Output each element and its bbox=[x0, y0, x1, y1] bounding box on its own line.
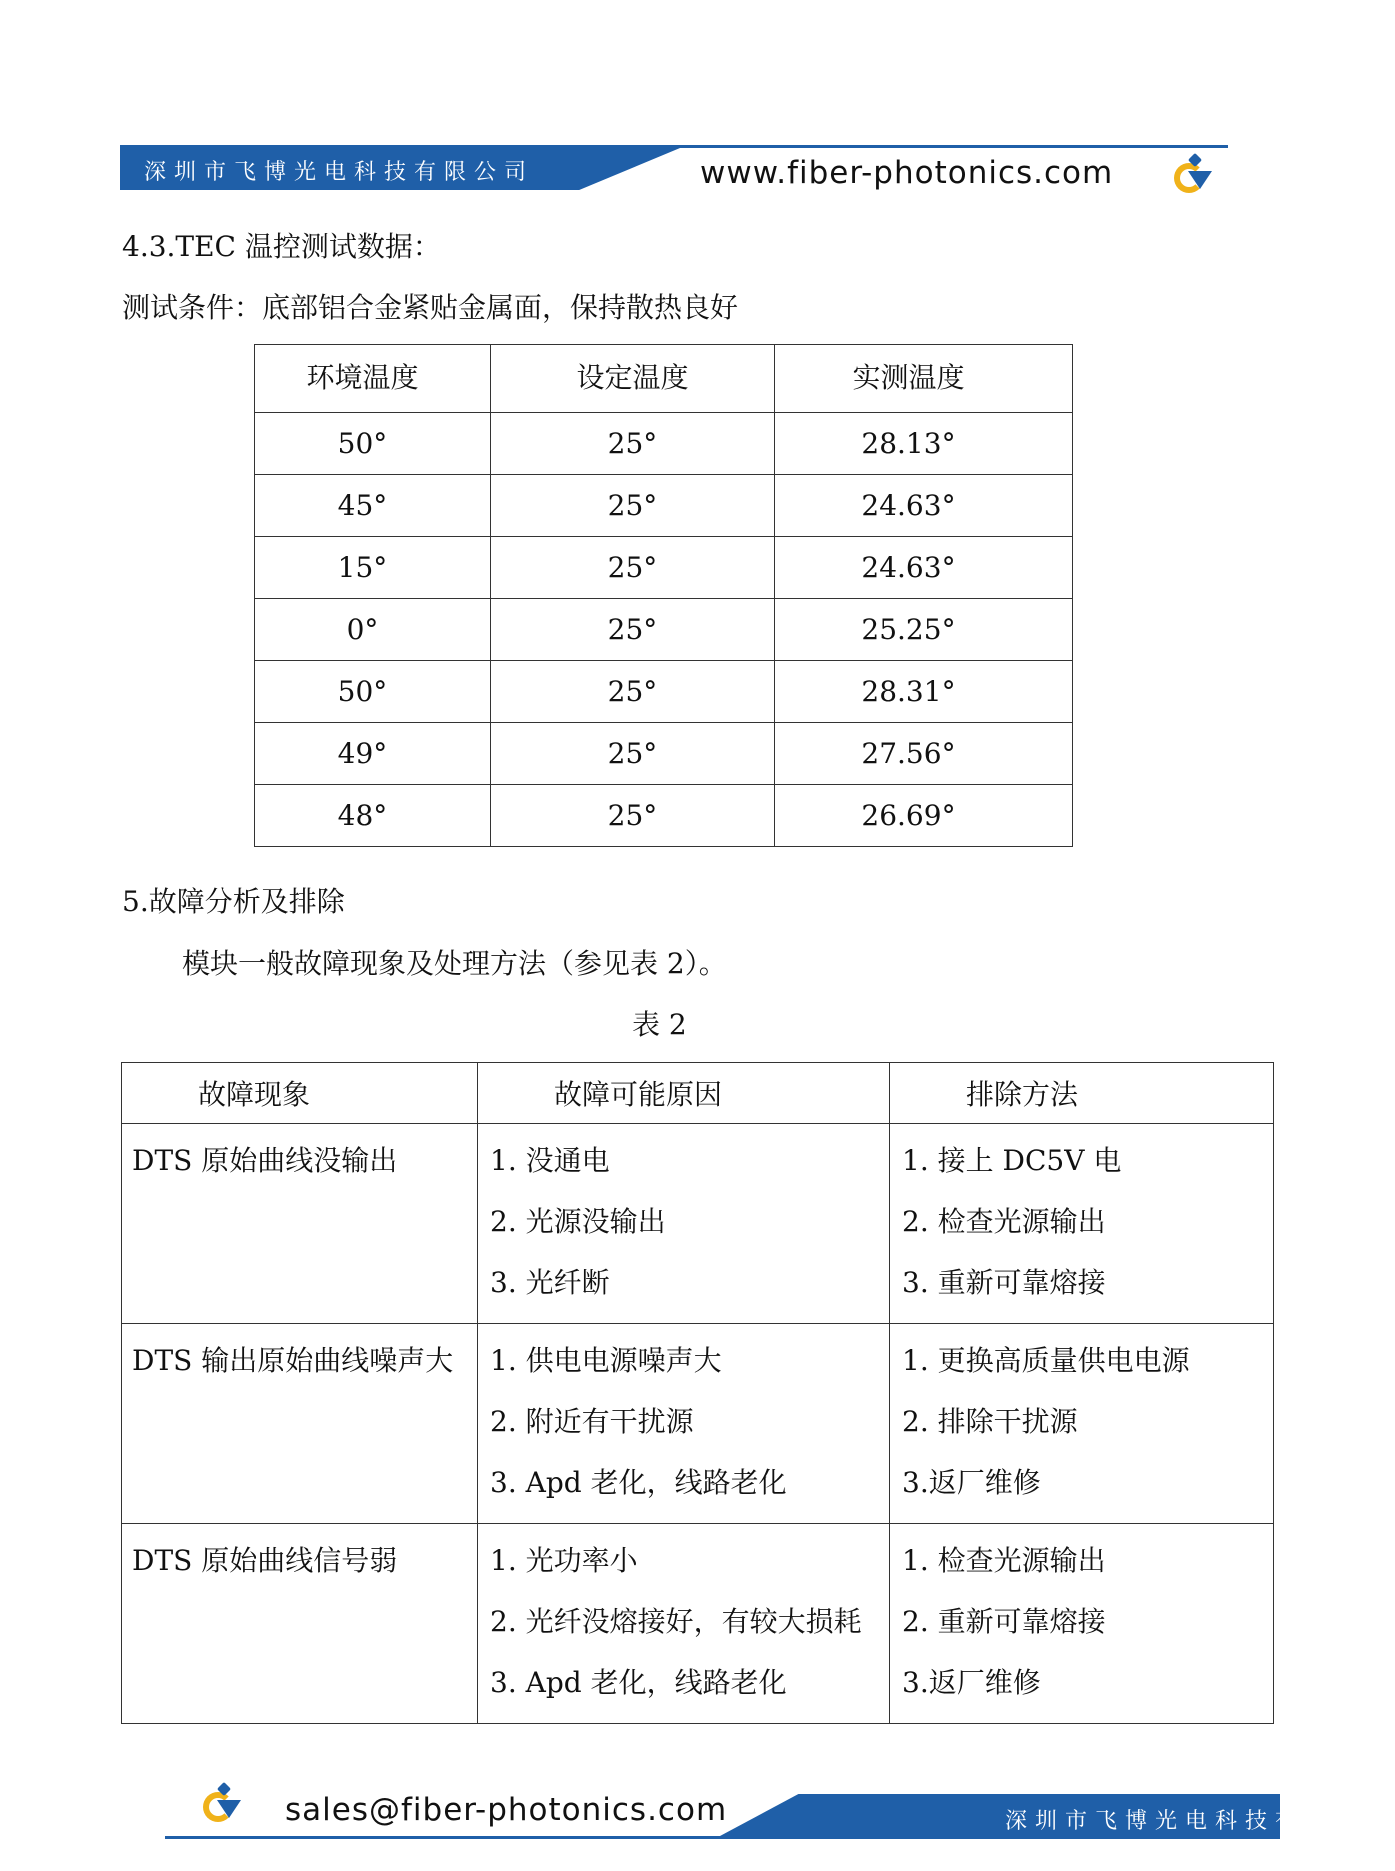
list-item: 2. 重新可靠熔接 bbox=[902, 1605, 1106, 1638]
set-temp-cell: 25° bbox=[491, 537, 775, 599]
set-temp-cell: 25° bbox=[491, 599, 775, 661]
footer-company-name: 深圳市飞博光电科技有限公司 bbox=[1005, 1809, 1395, 1834]
fault-causes-cell bbox=[478, 1124, 890, 1324]
measured-temp-cell: 26.69° bbox=[775, 785, 1073, 847]
column-header: 设定温度 bbox=[491, 345, 775, 413]
set-temp-cell: 25° bbox=[491, 413, 775, 475]
list-item: 2. 附近有干扰源 bbox=[490, 1405, 694, 1438]
ambient-temp-cell: 50° bbox=[255, 661, 491, 723]
section-title-tec: 4.3.TEC 温控测试数据： bbox=[122, 230, 441, 263]
page-footer bbox=[165, 1792, 1395, 1842]
list-item: 2. 光源没输出 bbox=[490, 1205, 666, 1238]
list-item: 3.返厂维修 bbox=[902, 1666, 1041, 1699]
column-header: 环境温度 bbox=[255, 345, 491, 413]
set-temp-cell: 25° bbox=[491, 661, 775, 723]
fault-fixes-cell bbox=[890, 1524, 1274, 1724]
header-website-url: www.fiber-photonics.com bbox=[700, 155, 1114, 191]
company-logo-icon bbox=[1170, 153, 1216, 199]
set-temp-cell: 25° bbox=[491, 475, 775, 537]
ambient-temp-cell: 50° bbox=[255, 413, 491, 475]
section-title-fault: 5.故障分析及排除 bbox=[122, 885, 345, 918]
fault-symptom-cell: DTS 原始曲线没输出 bbox=[122, 1124, 478, 1324]
list-item: 1. 检查光源输出 bbox=[902, 1544, 1106, 1577]
list-item: 1. 更换高质量供电电源 bbox=[902, 1344, 1190, 1377]
list-item: 3. Apd 老化，线路老化 bbox=[490, 1466, 787, 1499]
list-item: 3.返厂维修 bbox=[902, 1466, 1041, 1499]
fault-causes-cell bbox=[478, 1324, 890, 1524]
measured-temp-cell: 24.63° bbox=[775, 475, 1073, 537]
ambient-temp-cell: 15° bbox=[255, 537, 491, 599]
table-header-row bbox=[255, 345, 1073, 413]
table-header-row bbox=[122, 1063, 1274, 1124]
footer-email: sales@fiber-photonics.com bbox=[285, 1792, 728, 1828]
list-item: 1. 接上 DC5V 电 bbox=[902, 1144, 1122, 1177]
list-item: 2. 检查光源输出 bbox=[902, 1205, 1106, 1238]
list-item: 1. 供电电源噪声大 bbox=[490, 1344, 722, 1377]
list-item: 3. 光纤断 bbox=[490, 1266, 610, 1299]
temperature-table bbox=[254, 344, 1073, 847]
table-row bbox=[255, 723, 1073, 785]
table-row bbox=[255, 475, 1073, 537]
list-item: 2. 光纤没熔接好，有较大损耗 bbox=[490, 1605, 862, 1638]
table-row bbox=[122, 1124, 1274, 1324]
measured-temp-cell: 27.56° bbox=[775, 723, 1073, 785]
table-row bbox=[255, 661, 1073, 723]
table-row bbox=[255, 537, 1073, 599]
fault-symptom-cell: DTS 原始曲线信号弱 bbox=[122, 1524, 478, 1724]
measured-temp-cell: 24.63° bbox=[775, 537, 1073, 599]
column-header: 排除方法 bbox=[890, 1063, 1274, 1124]
fault-causes-cell bbox=[478, 1524, 890, 1724]
ambient-temp-cell: 45° bbox=[255, 475, 491, 537]
table-row bbox=[122, 1524, 1274, 1724]
page-header bbox=[120, 145, 1228, 195]
table-row bbox=[122, 1324, 1274, 1524]
ambient-temp-cell: 48° bbox=[255, 785, 491, 847]
table-caption: 表 2 bbox=[632, 1008, 687, 1041]
set-temp-cell: 25° bbox=[491, 723, 775, 785]
column-header: 实测温度 bbox=[775, 345, 1073, 413]
fault-fixes-cell bbox=[890, 1324, 1274, 1524]
measured-temp-cell: 28.31° bbox=[775, 661, 1073, 723]
ambient-temp-cell: 49° bbox=[255, 723, 491, 785]
fault-symptom-cell: DTS 输出原始曲线噪声大 bbox=[122, 1324, 478, 1524]
table-row bbox=[255, 785, 1073, 847]
footer-rule bbox=[165, 1836, 1280, 1839]
list-item: 3. 重新可靠熔接 bbox=[902, 1266, 1106, 1299]
ambient-temp-cell: 0° bbox=[255, 599, 491, 661]
list-item: 1. 光功率小 bbox=[490, 1544, 638, 1577]
table-row bbox=[255, 413, 1073, 475]
column-header: 故障现象 bbox=[122, 1063, 478, 1124]
fault-intro-text: 模块一般故障现象及处理方法（参见表 2）。 bbox=[182, 947, 727, 980]
header-company-name: 深圳市飞博光电科技有限公司 bbox=[144, 160, 535, 185]
company-logo-icon bbox=[199, 1782, 245, 1828]
table-row bbox=[255, 599, 1073, 661]
measured-temp-cell: 28.13° bbox=[775, 413, 1073, 475]
list-item: 3. Apd 老化，线路老化 bbox=[490, 1666, 787, 1699]
list-item: 1. 没通电 bbox=[490, 1144, 610, 1177]
test-condition: 测试条件：底部铝合金紧贴金属面，保持散热良好 bbox=[122, 291, 739, 324]
fault-fixes-cell bbox=[890, 1124, 1274, 1324]
fault-table bbox=[121, 1062, 1274, 1724]
measured-temp-cell: 25.25° bbox=[775, 599, 1073, 661]
header-rule bbox=[120, 145, 1228, 148]
set-temp-cell: 25° bbox=[491, 785, 775, 847]
list-item: 2. 排除干扰源 bbox=[902, 1405, 1078, 1438]
column-header: 故障可能原因 bbox=[478, 1063, 890, 1124]
